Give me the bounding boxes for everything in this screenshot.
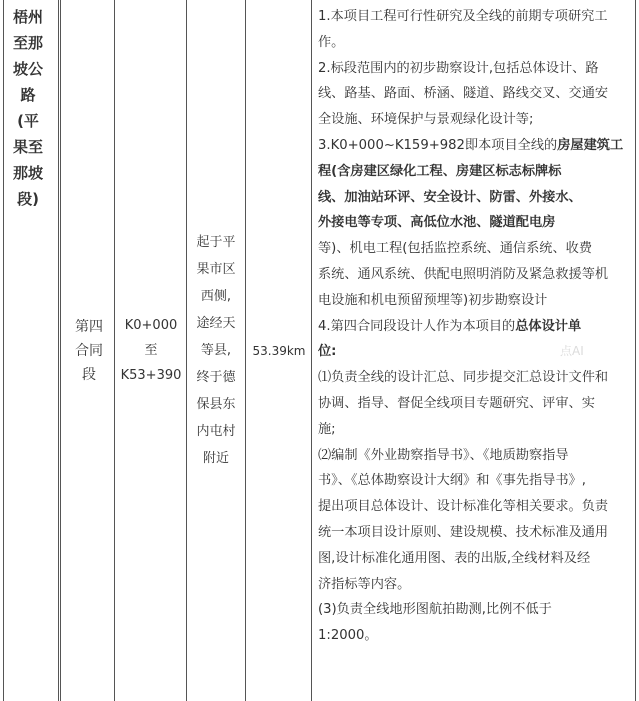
column-divider bbox=[311, 0, 312, 701]
chainage-cell bbox=[116, 0, 186, 701]
route-line: 终于德 bbox=[196, 370, 236, 385]
lot-line: 第四 bbox=[75, 318, 103, 335]
scope-text: ⑵编制《外业勘察指导书》、《地质勘察指导 bbox=[318, 447, 569, 463]
scope-line bbox=[318, 572, 634, 598]
chainage-line: K53+390 bbox=[120, 368, 182, 383]
scope-line bbox=[318, 365, 634, 391]
scope-line bbox=[318, 107, 634, 133]
scope-text: 1.本项目工程可行性研究及全线的前期专项研究工 bbox=[318, 9, 608, 24]
table-border-right bbox=[635, 0, 636, 701]
scope-line bbox=[318, 623, 634, 649]
route-line: 等县, bbox=[200, 343, 232, 358]
scope-line bbox=[318, 597, 634, 623]
chainage-line: 至 bbox=[144, 343, 158, 358]
length-cell bbox=[248, 0, 310, 701]
scope-text-bold: 总体设计单 bbox=[515, 318, 582, 334]
route-line: 内屯村 bbox=[196, 424, 236, 439]
scope-text: 作。 bbox=[318, 34, 345, 50]
section-name-line: 至那 bbox=[12, 34, 43, 52]
scope-line bbox=[318, 417, 634, 443]
scope-line bbox=[318, 494, 634, 520]
section-name-line: 果至 bbox=[12, 138, 43, 156]
scope-text: 统一本项目设计原则、建设规模、技术标准及通用 bbox=[318, 524, 609, 540]
scope-line bbox=[318, 339, 634, 365]
column-divider bbox=[245, 0, 246, 701]
scope-line bbox=[318, 262, 634, 288]
route-cell bbox=[190, 0, 242, 701]
scope-text: 施; bbox=[318, 421, 336, 437]
scope-text-bold: 线、加油站环评、安全设计、防雷、外接水、 bbox=[318, 189, 582, 205]
scope-text: (3)负责全线地形图航拍勘测,比例不低于 bbox=[318, 602, 552, 618]
scope-text: 2.标段范围内的初步勘察设计,包括总体设计、路 bbox=[318, 60, 599, 76]
scope-text-bold: 外接电等专项、高低位水池、隧道配电房 bbox=[318, 215, 556, 231]
scope-text: 系统、通风系统、供配电照明消防及紧急救援等机 bbox=[318, 266, 609, 282]
column-divider bbox=[58, 0, 61, 701]
scope-text: 济指标等内容。 bbox=[318, 576, 411, 592]
column-divider bbox=[186, 0, 187, 701]
scope-text: 提出项目总体设计、设计标准化等相关要求。负责 bbox=[318, 499, 609, 515]
section-name-line: 段) bbox=[17, 190, 39, 208]
scope-line bbox=[318, 185, 634, 211]
chainage-line: K0+000 bbox=[124, 318, 178, 333]
scope-line bbox=[318, 546, 634, 572]
section-name-cell bbox=[3, 0, 53, 208]
lot-line: 合同 bbox=[75, 342, 103, 359]
scope-text: 1:2000。 bbox=[318, 628, 378, 644]
scope-text: 3.K0+000~K159+982即本项目全线的 bbox=[318, 137, 558, 153]
scope-text-bold: 位: bbox=[318, 344, 337, 360]
scope-text: 等) bbox=[318, 241, 337, 257]
route-line: 途经天 bbox=[196, 316, 236, 331]
route-line: 西侧, bbox=[200, 289, 232, 304]
scope-cell bbox=[318, 4, 634, 649]
section-name-line: 梧州 bbox=[12, 8, 43, 26]
section-name-line: 坡公 bbox=[12, 60, 43, 78]
scope-line bbox=[318, 56, 634, 82]
scope-line bbox=[318, 288, 634, 314]
scope-text: 图,设计标准化通用图、表的出版,全线材料及经 bbox=[318, 550, 591, 566]
section-name-line: (平 bbox=[17, 112, 39, 130]
scope-line bbox=[318, 210, 634, 236]
scope-line bbox=[318, 468, 634, 494]
scope-line bbox=[318, 133, 634, 159]
scope-line bbox=[318, 236, 634, 262]
section-name-line: 路 bbox=[20, 86, 36, 104]
scope-line bbox=[318, 4, 634, 30]
scope-line bbox=[318, 30, 634, 56]
watermark: 点AI bbox=[560, 344, 584, 358]
section-name-line: 那坡 bbox=[12, 164, 43, 182]
route-line: 附近 bbox=[202, 451, 229, 466]
scope-text: 电设施和机电预留预埋等)初步勘察设计 bbox=[318, 292, 548, 308]
scope-text: 协调、指导、督促全线项目专题研究、评审、实 bbox=[318, 395, 595, 411]
scope-text: 全设施、环境保护与景观绿化设计等; bbox=[318, 112, 534, 128]
scope-line bbox=[318, 314, 634, 340]
route-line: 保县东 bbox=[196, 397, 236, 412]
route-line: 起于平 bbox=[196, 235, 236, 250]
scope-line bbox=[318, 520, 634, 546]
lot-cell bbox=[64, 0, 114, 701]
route-line: 果市区 bbox=[196, 262, 236, 277]
scope-text-bold: 程(含房建区绿化工程、房建区标志标牌标 bbox=[318, 163, 562, 179]
scope-text: 4.第四合同段设计人作为本项目的 bbox=[318, 318, 516, 334]
scope-line bbox=[318, 159, 634, 185]
scope-line bbox=[318, 81, 634, 107]
scope-text: ⑴负责全线的设计汇总、同步提交汇总设计文件和 bbox=[318, 370, 609, 386]
scope-text: 书》、《总体勘察设计大纲》和《事先指导书》, bbox=[318, 473, 586, 489]
scope-text: 、机电工程(包括监控系统、通信系统、收费 bbox=[336, 241, 593, 257]
lot-line: 段 bbox=[82, 366, 96, 383]
length-value: 53.39km bbox=[252, 343, 306, 358]
scope-line bbox=[318, 391, 634, 417]
scope-text-bold: 房屋建筑工 bbox=[557, 137, 624, 153]
scope-line bbox=[318, 443, 634, 469]
scope-text: 线、路基、路面、桥涵、隧道、路线交叉、交通安 bbox=[318, 86, 609, 102]
column-divider bbox=[114, 0, 115, 701]
